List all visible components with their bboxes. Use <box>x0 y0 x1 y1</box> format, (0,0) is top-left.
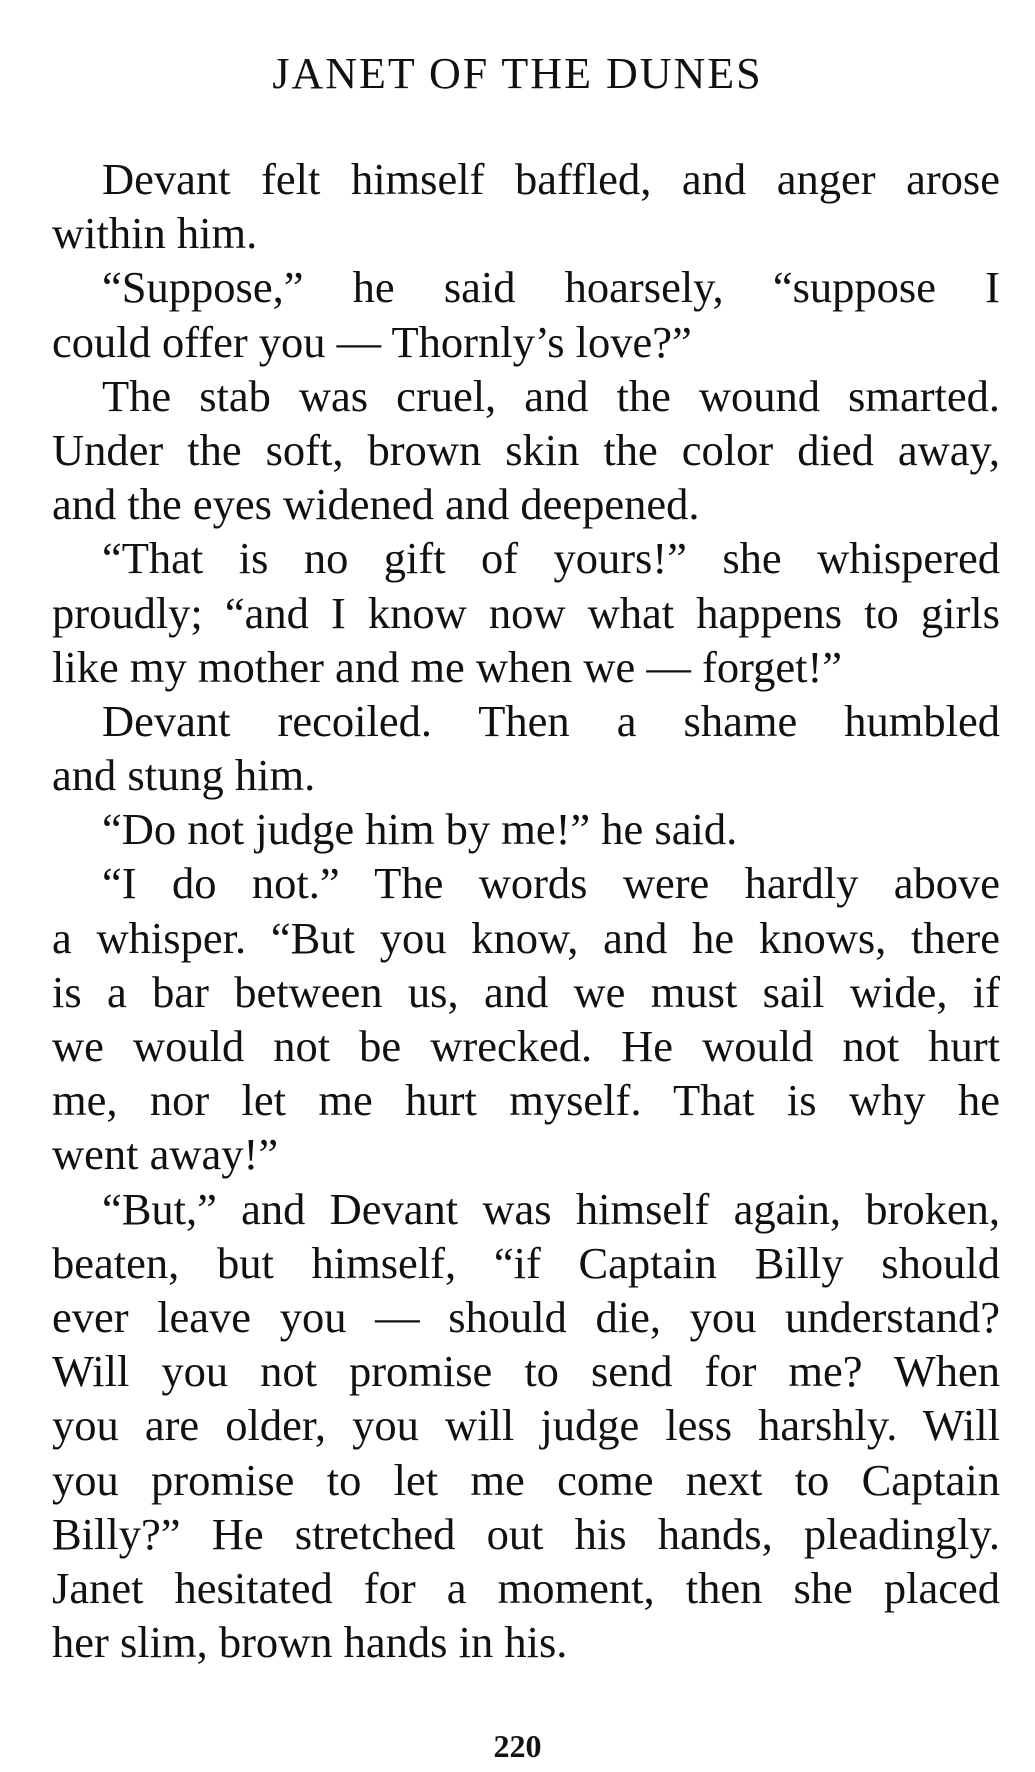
text-line: Devant felt himself baffled, and anger arose <box>102 154 1000 204</box>
text-line: within him. <box>52 208 258 259</box>
text-line: Billy?” He stretched out his hands, pleadingly. <box>52 1508 1000 1559</box>
body-text <box>52 152 1000 1669</box>
text-line: you promise to let me come next to Captain <box>52 1454 1000 1505</box>
text-line: proudly; “and I know now what happens to girls <box>52 587 1000 638</box>
running-head: JANET OF THE DUNES <box>272 49 763 98</box>
text-line: you are older, you will judge less harshly. Will <box>52 1400 1000 1451</box>
text-line: “That is no gift of yours!” she whispered <box>102 533 1000 584</box>
text-line: like my mother and me when we — forget!” <box>52 641 843 692</box>
text-line: ever leave you — should die, you understand? <box>52 1291 1000 1342</box>
text-line: Devant recoiled. Then a shame humbled <box>102 695 1000 746</box>
text-line: The stab was cruel, and the wound smarted. <box>102 370 1000 421</box>
text-line: me, nor let me hurt myself. That is why he <box>52 1075 1000 1126</box>
text-line: and the eyes widened and deepened. <box>52 479 700 530</box>
text-line: “I do not.” The words were hardly above <box>102 858 1000 909</box>
text-line: “Suppose,” he said hoarsely, “suppose I <box>102 262 1000 313</box>
text-line: Under the soft, brown skin the color died away, <box>52 424 1000 475</box>
page-number: 220 <box>493 1728 542 1764</box>
text-line: beaten, but himself, “if Captain Billy should <box>52 1237 1000 1288</box>
text-line: a whisper. “But you know, and he knows, there <box>52 912 1000 963</box>
text-line: and stung him. <box>52 750 316 801</box>
text-line: her slim, brown hands in his. <box>52 1617 568 1668</box>
text-line: Will you not promise to send for me? When <box>52 1346 1000 1397</box>
text-line: Janet hesitated for a moment, then she placed <box>52 1562 1000 1613</box>
text-line: went away!” <box>52 1129 279 1180</box>
text-line: we would not be wrecked. He would not hurt <box>52 1021 1000 1071</box>
text-line: is a bar between us, and we must sail wide, if <box>52 966 1000 1017</box>
text-line: “But,” and Devant was himself again, broken, <box>102 1183 1000 1234</box>
text-line: “Do not judge him by me!” he said. <box>102 804 738 855</box>
text-line: could offer you — Thornly’s love?” <box>52 316 692 367</box>
